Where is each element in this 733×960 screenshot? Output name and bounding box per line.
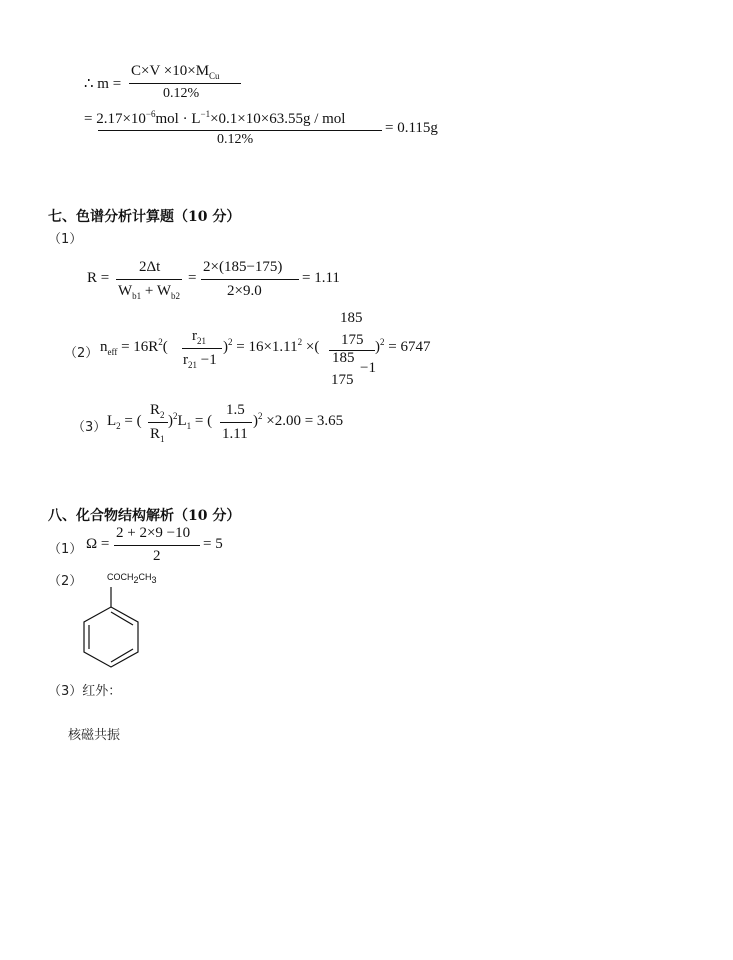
sub2: 2 [160,410,165,420]
value: = 6747 [384,339,431,355]
exp2: −1 [200,109,211,119]
bottom-175: 175 [331,372,354,388]
coch: COCH [107,572,134,582]
num-part1: = 2.17×10 [84,111,146,127]
frac-175: 175 [341,332,364,348]
b1-sub: b1 [132,291,142,301]
fraction-bar [220,422,252,423]
rparen: ) [223,339,228,355]
sq: 2 [297,337,303,347]
denominator: 0.12% [163,86,200,101]
fraction-bar [201,279,299,280]
sub3: 3 [151,574,157,585]
b2-sub: b2 [171,291,181,301]
omega-lhs: Ω = [86,536,110,552]
r-numerator-2: 2×(185−175) [203,259,283,275]
L: L [107,413,117,429]
fraction-bar [129,83,241,84]
R: R [150,426,161,442]
n: n [100,339,108,355]
l2-middle [168,413,212,430]
sub2: 2 [116,421,121,431]
r-denominator-2: 2×9.0 [227,283,262,299]
fraction-bar [116,279,182,280]
r21-denominator [183,352,217,369]
omega-numerator: 2 + 2×9 −10 [116,525,191,541]
omega-denominator: 2 [153,548,161,564]
part-2-label: （2） [48,574,83,589]
rparen: ) [253,413,258,429]
eq-paren: = ( [191,413,213,429]
l2-lhs [107,413,142,430]
sub1: 1 [186,421,192,431]
neff-result [375,339,430,356]
part-2-label: （2） [64,346,99,361]
r: r [192,328,197,344]
part-1-label: （1） [48,232,83,247]
sixteen-times: = 16×1.11 [232,339,298,355]
omega-result: = 5 [203,536,223,552]
num-part3: ×0.1×10×63.55g / mol [210,111,346,127]
rparen: ) [168,413,173,429]
benzene-ring-structure [78,585,148,671]
minus-one: −1 [360,360,376,376]
R2 [150,402,165,419]
fraction-bar [182,348,222,349]
sub2: 2 [133,574,139,585]
part-3-label: （3） [72,420,107,435]
w-b1: W [118,283,133,299]
fraction-bar [98,130,382,131]
r-denominator [118,283,180,300]
part-3-label-ir: （3）红外： [48,684,122,699]
ch: CH [138,572,152,582]
L: L [177,413,187,429]
substituent-label [107,572,157,585]
eff-sub: eff [107,347,118,357]
therefore-m: ∴ m = [84,76,122,92]
fraction-bar [114,545,200,546]
part-1-label: （1） [48,542,83,557]
R1 [150,426,165,443]
numerator [131,63,220,80]
times-paren: ×( [302,339,320,355]
top-185: 185 [340,310,363,326]
cu-subscript: Cu [209,71,220,81]
coef: = 16R [117,339,159,355]
rparen: ) [375,339,380,355]
r-lhs: R = [87,270,110,286]
fraction-bar [148,422,168,423]
r21-numerator [192,328,206,345]
nmr-label: 核磁共振 [68,728,121,743]
equals: = [188,270,197,286]
plus-w: + W [141,283,172,299]
r21-sub: 21 [197,336,206,346]
num-1-5: 1.5 [226,402,245,418]
R: R [150,402,161,418]
eq-paren: = ( [120,413,142,429]
minus-one: −1 [197,352,217,368]
r-numerator: 2Δt [139,259,161,275]
value: ×2.00 = 3.65 [262,413,344,429]
sq: 2 [173,411,178,421]
exp1: −6 [145,109,156,119]
r: r [183,352,188,368]
lparen: ( [162,339,168,355]
section-7-heading: 七、色谱分析计算题（10 分） [48,209,241,225]
section-8-heading: 八、化合物结构解析（10 分） [48,508,241,524]
num-part2: mol · L [155,111,201,127]
r-result: = 1.11 [302,270,340,286]
numerator-text: C×V ×10×M [131,63,210,79]
frac-185: 185 [332,350,355,366]
sq: 2 [380,337,385,347]
den-1-11: 1.11 [222,426,248,442]
r21-sub: 21 [188,360,197,370]
substituted-numerator [84,111,345,128]
sq: 2 [158,337,163,347]
neff-middle [223,339,319,356]
sq: 2 [258,411,263,421]
neff-lhs [100,339,168,356]
sq: 2 [228,337,233,347]
result: = 0.115g [385,120,438,136]
l2-result [253,413,343,430]
denominator: 0.12% [217,132,254,147]
sub1: 1 [160,434,165,444]
